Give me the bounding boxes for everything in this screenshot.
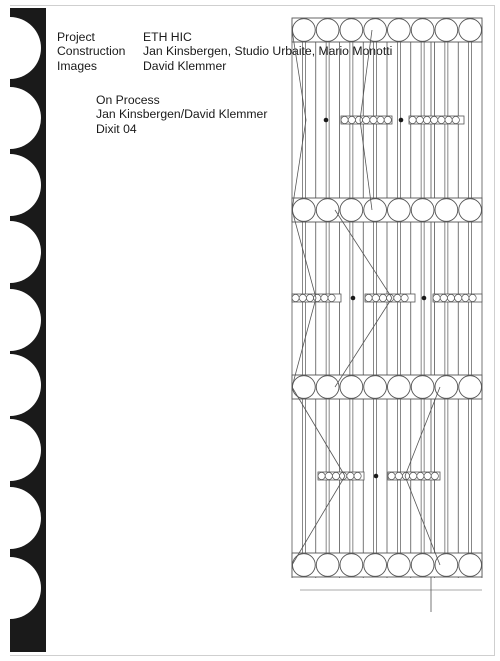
band-circle xyxy=(411,554,434,577)
rail-circle xyxy=(447,294,454,301)
rail-circle xyxy=(409,116,416,123)
band-circle xyxy=(340,199,363,222)
band-circle xyxy=(316,376,339,399)
band-circle xyxy=(364,199,387,222)
band-circle xyxy=(459,19,482,42)
rail-circle xyxy=(438,116,445,123)
rail-circle xyxy=(445,116,452,123)
construction-label: Construction xyxy=(57,44,126,59)
rail-circle xyxy=(417,472,424,479)
band-circle xyxy=(340,376,363,399)
band-circle xyxy=(411,199,434,222)
band-circle xyxy=(435,376,458,399)
rail-circle xyxy=(462,294,469,301)
project-value: ETH HIC xyxy=(143,30,192,44)
rail-circle xyxy=(348,116,355,123)
diagonal-brace xyxy=(292,298,316,387)
band-circle xyxy=(459,376,482,399)
band-circle xyxy=(293,376,316,399)
band-circle xyxy=(388,199,411,222)
band-circle xyxy=(388,554,411,577)
band-circle xyxy=(364,376,387,399)
band-circle xyxy=(411,19,434,42)
rail-circle xyxy=(363,116,370,123)
band-circle xyxy=(459,554,482,577)
joint-dot xyxy=(374,474,379,479)
band-circle xyxy=(435,554,458,577)
band-circle xyxy=(340,554,363,577)
rail-circle xyxy=(440,294,447,301)
rail-circle xyxy=(370,116,377,123)
rail-circle xyxy=(431,116,438,123)
joint-dot xyxy=(422,296,427,301)
rail-circle xyxy=(384,116,391,123)
rail-circle xyxy=(355,116,362,123)
rail-circle xyxy=(423,116,430,123)
rail-circle xyxy=(332,472,339,479)
publication-authors: Jan Kinsbergen/David Klemmer xyxy=(96,107,268,122)
rail-circle xyxy=(431,472,438,479)
rail-circle xyxy=(433,294,440,301)
publication-series: Dixit 04 xyxy=(96,121,137,136)
band-circle xyxy=(411,376,434,399)
project-label: Project xyxy=(57,30,95,44)
band-circle xyxy=(364,19,387,42)
joint-dot xyxy=(324,118,329,123)
diagonal-brace xyxy=(292,30,306,120)
publication-title: On Process xyxy=(96,93,160,107)
rail-circle xyxy=(377,116,384,123)
rail-circle xyxy=(354,472,361,479)
rail-circle xyxy=(424,472,431,479)
band-circle xyxy=(316,554,339,577)
rail-circle xyxy=(452,116,459,123)
rail-circle xyxy=(365,294,372,301)
rail-circle xyxy=(410,472,417,479)
rail-circle xyxy=(388,472,395,479)
band-circle xyxy=(340,19,363,42)
rail-circle xyxy=(455,294,462,301)
rail-circle xyxy=(318,472,325,479)
band-circle xyxy=(388,19,411,42)
rail-circle xyxy=(341,116,348,123)
diagonal-brace xyxy=(292,387,345,476)
band-circle xyxy=(435,199,458,222)
images-label: Images xyxy=(57,58,97,73)
rail-circle xyxy=(394,294,401,301)
band-circle xyxy=(459,199,482,222)
diagonal-brace xyxy=(360,120,372,210)
band-circle xyxy=(435,19,458,42)
construction-value: Jan Kinsbergen, Studio Urbaite, Mario Monotti xyxy=(143,44,393,59)
band-circle xyxy=(293,199,316,222)
rail-circle xyxy=(299,294,306,301)
rail-circle xyxy=(347,472,354,479)
rail-circle xyxy=(379,294,386,301)
rail-circle xyxy=(372,294,379,301)
rail-circle xyxy=(314,294,321,301)
rail-circle xyxy=(292,294,299,301)
rail-circle xyxy=(321,294,328,301)
rail-circle xyxy=(401,294,408,301)
joint-dot xyxy=(399,118,404,123)
band-circle xyxy=(316,199,339,222)
diagonal-brace xyxy=(292,120,306,210)
rail-circle xyxy=(306,294,313,301)
rail-circle xyxy=(328,294,335,301)
joint-dot xyxy=(351,296,356,301)
rail-circle xyxy=(469,294,476,301)
rail-circle xyxy=(395,472,402,479)
diagonal-brace xyxy=(292,210,316,298)
rail-circle xyxy=(416,116,423,123)
band-circle xyxy=(364,554,387,577)
band-circle xyxy=(293,554,316,577)
band-circle xyxy=(293,19,316,42)
rail-circle xyxy=(325,472,332,479)
diagonal-brace xyxy=(360,30,372,120)
diagonal-brace xyxy=(292,476,345,565)
images-value: David Klemmer xyxy=(143,58,227,73)
band-circle xyxy=(316,19,339,42)
band-circle xyxy=(388,376,411,399)
